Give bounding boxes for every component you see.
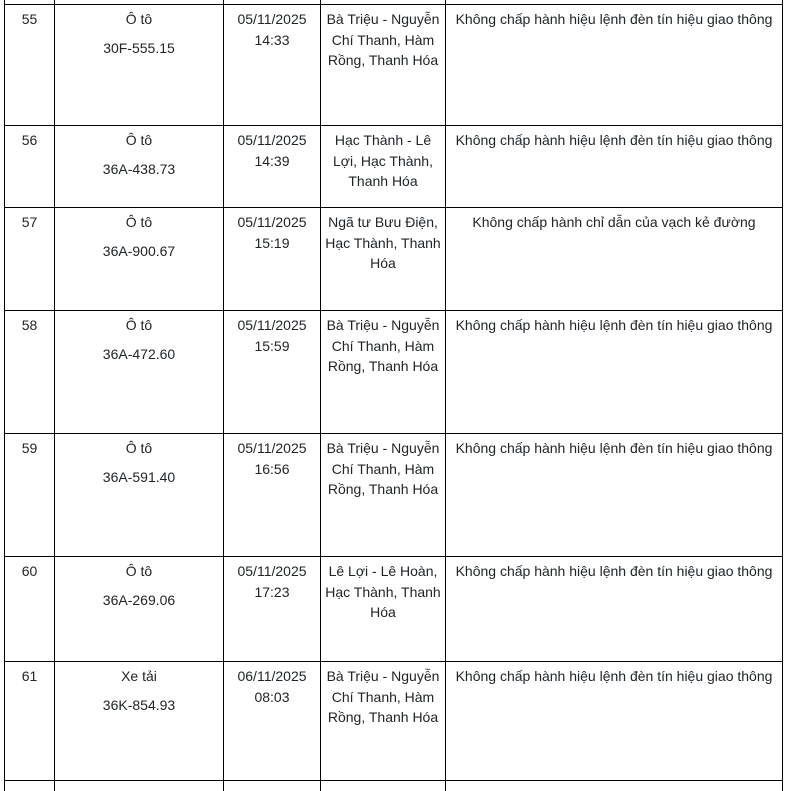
license-plate: 36A-591.40 [102,468,176,485]
violation-date: 05/11/2025 [237,317,307,333]
violation-time: 08:03 [254,688,290,705]
violation-date: 05/11/2025 [237,214,307,230]
violation-time: 17:23 [254,583,290,600]
table-row [5,557,783,662]
vehicle-type: Ô tô [125,214,153,230]
license-plate: 36K-854.93 [102,696,176,713]
stt-cell: 61 [5,662,55,781]
location-cell: Bà Triệu - Nguyễn Chí Thanh, Hàm Rồng, Thanh Hóa [321,662,446,781]
violation-time: 15:19 [254,234,290,251]
location-cell [321,781,446,791]
table-row [5,434,783,557]
location-cell: Bà Triệu - Nguyễn Chí Thanh, Hàm Rồng, Thanh Hóa [321,311,446,434]
vehicle-type: Ô tô [125,317,153,333]
stt-cell [5,781,55,791]
vehicle-cell [55,126,224,208]
violation-time: 14:39 [254,152,290,169]
vehicle-cell [55,208,224,311]
table-row [5,662,783,781]
license-plate: 36A-269.06 [102,591,176,608]
license-plate: 30F-555.15 [103,39,175,56]
violation-date: 05/11/2025 [237,563,307,579]
license-plate: 36A-472.60 [102,345,176,362]
location-cell: Ngã tư Bưu Điện, Hạc Thành, Thanh Hóa [321,208,446,311]
stt-cell: 60 [5,557,55,662]
stt-cell: 57 [5,208,55,311]
datetime-cell [224,311,321,434]
stt-cell: 56 [5,126,55,208]
datetime-cell [224,781,321,791]
violation-date: 05/11/2025 [237,132,307,148]
vehicle-type: Ô tô [125,440,153,456]
datetime-cell [224,5,321,126]
vehicle-cell [55,311,224,434]
vehicle-cell [55,557,224,662]
datetime-cell [224,557,321,662]
violation-cell [446,781,783,791]
license-plate: 36A-900.67 [102,242,176,259]
violation-time: 16:56 [254,460,290,477]
violation-cell: Không chấp hành hiệu lệnh đèn tín hiệu giao thông [446,662,783,781]
stt-cell: 59 [5,434,55,557]
location-cell: Bà Triệu - Nguyễn Chí Thanh, Hàm Rồng, Thanh Hóa [321,434,446,557]
vehicle-type: Ô tô [125,11,153,27]
license-plate: 36A-438.73 [102,160,176,177]
fines-table [4,0,783,791]
violation-date: 06/11/2025 [237,668,307,684]
location-cell: Bà Triệu - Nguyễn Chí Thanh, Hàm Rồng, Thanh Hóa [321,5,446,126]
vehicle-type: Xe tải [121,668,157,684]
table-row [5,208,783,311]
vehicle-cell [55,662,224,781]
datetime-cell [224,208,321,311]
vehicle-cell [55,5,224,126]
violation-time: 15:59 [254,337,290,354]
vehicle-type: Ô tô [125,132,153,148]
violation-cell: Không chấp hành hiệu lệnh đèn tín hiệu giao thông [446,126,783,208]
datetime-cell [224,126,321,208]
location-cell: Hạc Thành - Lê Lợi, Hạc Thành, Thanh Hóa [321,126,446,208]
table-row [5,126,783,208]
violation-time: 14:33 [254,31,290,48]
violation-date: 05/11/2025 [237,11,307,27]
vehicle-cell [55,781,224,791]
table-row [5,311,783,434]
vehicle-cell [55,434,224,557]
violation-cell: Không chấp hành hiệu lệnh đèn tín hiệu giao thông [446,434,783,557]
stt-cell: 55 [5,5,55,126]
violation-cell: Không chấp hành hiệu lệnh đèn tín hiệu giao thông [446,5,783,126]
table-row [5,5,783,126]
datetime-cell [224,662,321,781]
stt-cell: 58 [5,311,55,434]
violation-cell: Không chấp hành hiệu lệnh đèn tín hiệu giao thông [446,557,783,662]
violation-date: 05/11/2025 [237,440,307,456]
vehicle-type: Ô tô [125,563,153,579]
table-row-partial-bottom [5,781,783,791]
violation-cell: Không chấp hành hiệu lệnh đèn tín hiệu giao thông [446,311,783,434]
location-cell: Lê Lợi - Lê Hoàn, Hạc Thành, Thanh Hóa [321,557,446,662]
violation-cell: Không chấp hành chỉ dẫn của vạch kẻ đường [446,208,783,311]
datetime-cell [224,434,321,557]
